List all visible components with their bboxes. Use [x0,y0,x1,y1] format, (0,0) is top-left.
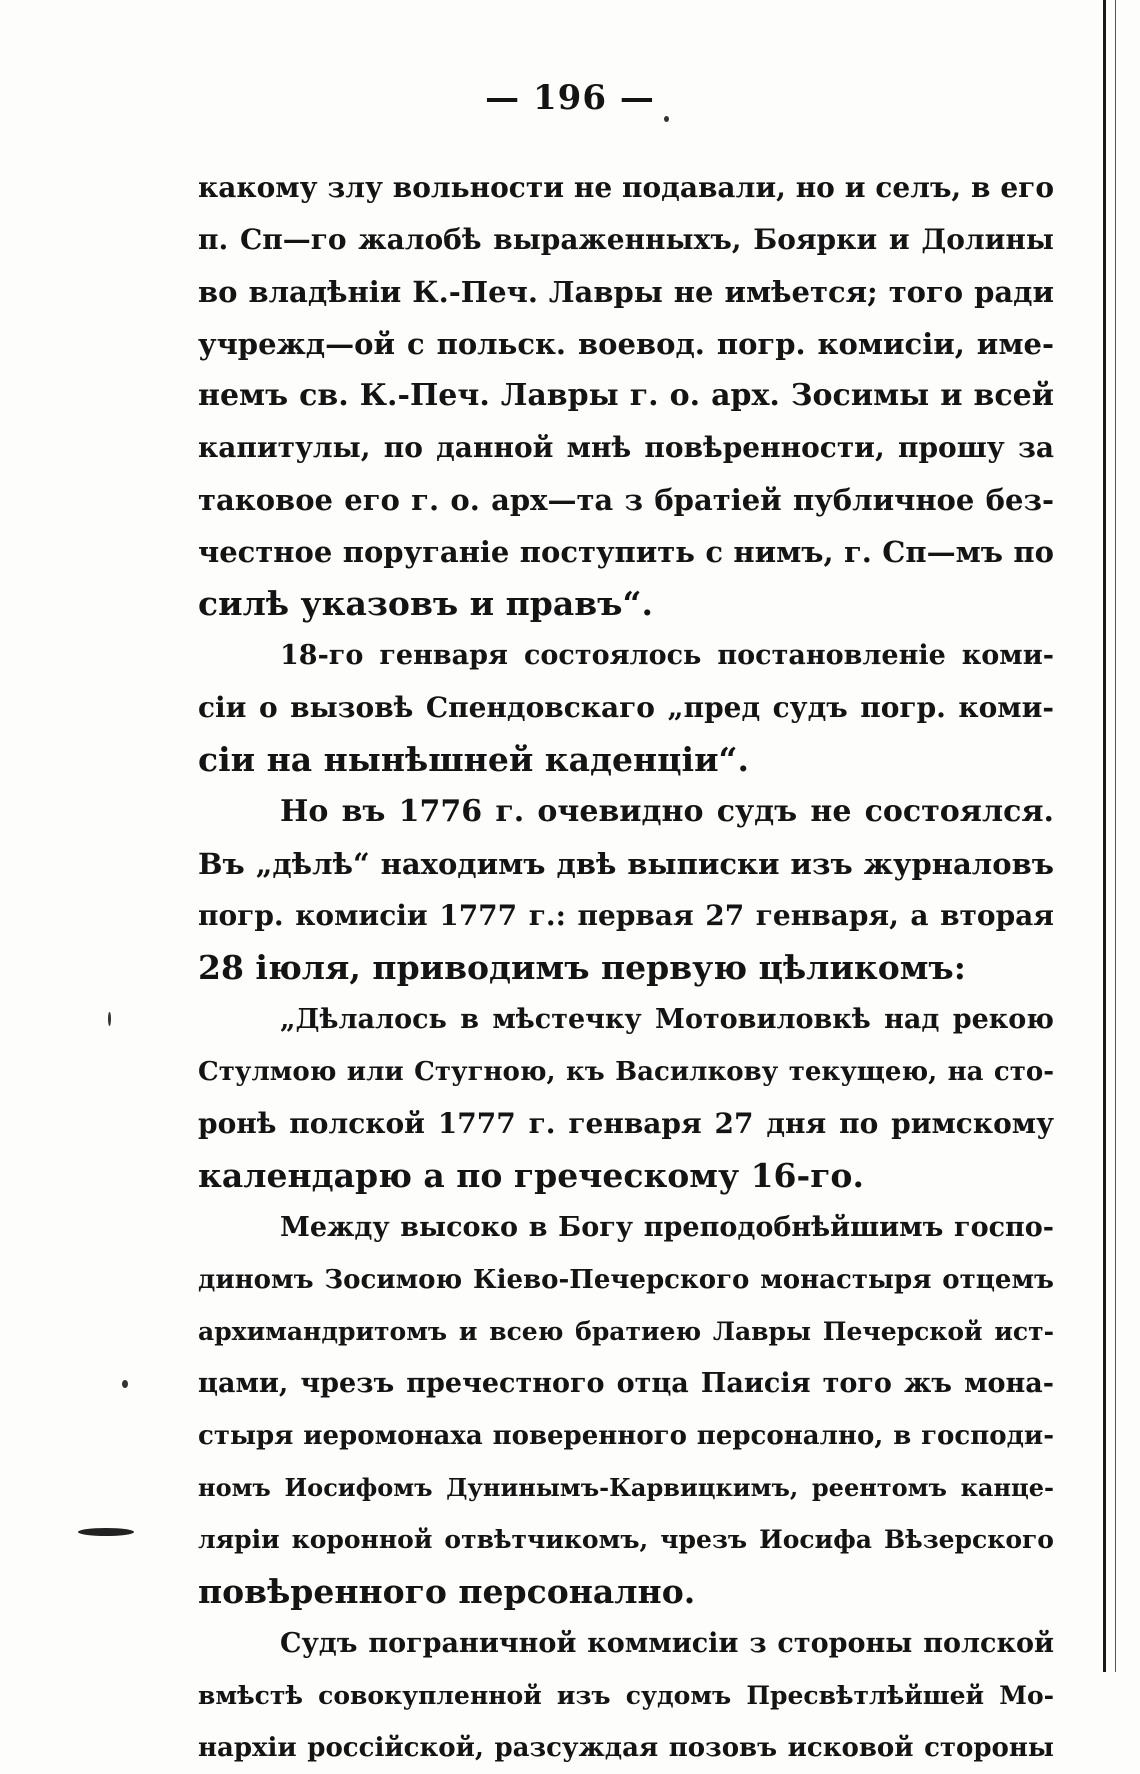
text-line: сіи на нынѣшней каденціи“. [198,740,750,779]
text-line: стыря иеромонаха поверенного персонално, в господи- [198,1421,1054,1451]
text-line: ляріи коронной отвѣтчикомъ, чрезъ Иосифа Вѣзерского [198,1525,1054,1554]
text-line: 28 іюля, приводимъ первую цѣликомъ: [198,948,966,987]
text-line: Въ „дѣлѣ“ находимъ двѣ выписки изъ журналовъ [198,847,1054,881]
scan-speck [664,116,669,122]
text-line: архимандритомъ и всею братиею Лавры Печерской ист- [198,1317,1054,1346]
text-line: какому злу вольности не подавали, но и селъ, в его [198,171,1054,204]
page-number: — 196 — [485,78,655,118]
text-line: п. Сп—го жалобѣ выраженныхъ, Боярки и Долины [198,223,1054,256]
text-line: номъ Иосифомъ Дунинымъ-Карвицкимъ, реентомъ канце- [198,1473,1054,1502]
text-line: таковое его г. о. арх—та з братіей публичное без- [198,483,1054,517]
text-line: немъ св. К.-Печ. Лавры г. о. арх. Зосимы и всей [198,378,1054,413]
scan-speck [108,1012,111,1026]
text-line: силѣ указовъ и правъ“. [198,584,653,623]
text-line: 18-го генваря состоялось постановленіе коми- [280,640,1054,671]
text-line: Стулмою или Стугною, къ Василкову текущею, на сто- [198,1057,1054,1087]
text-line: календарю а по греческому 16-го. [198,1156,864,1195]
text-line: капитулы, по данной мнѣ повѣренности, прошу за [198,431,1054,464]
text-line: сіи о вызовѣ Спендовскаго „пред судъ погр. коми- [198,691,1054,724]
scan-artifact-mark [78,1528,134,1536]
text-line: ронѣ полской 1777 г. генваря 27 дня по римскому [198,1107,1054,1140]
text-line: нархіи россійской, разсуждая позовъ исковой стороны [198,1733,1054,1763]
text-line: „Дѣлалось в мѣстечку Мотовиловкѣ над рекою [280,1004,1054,1035]
text-line: Но въ 1776 г. очевидно судъ не состоялся. [280,794,1054,829]
page-edge-line [1103,0,1106,1672]
scan-speck [122,1380,128,1388]
text-line: повѣренного персонално. [198,1572,696,1611]
text-line: погр. комисіи 1777 г.: первая 27 генваря, а вторая [198,899,1054,932]
text-line: цами, чрезъ пречестного отца Паисія того жъ мона- [198,1368,1054,1399]
text-line: вмѣстѣ совокупленной изъ судомъ Пресвѣтлѣйшей Мо- [198,1681,1054,1710]
body-text [198,162,1054,1774]
text-line: учрежд—ой с польск. воевод. погр. комисіи, име- [198,327,1054,361]
text-line: честное поруганіе поступить с нимъ, г. Сп—мъ по [198,535,1054,569]
text-line: Судъ пограничной коммисіи з стороны полской [280,1628,1054,1659]
text-line: во владѣніи К.-Печ. Лавры не имѣется; того ради [198,275,1054,309]
page-edge-line-secondary [1115,0,1116,1672]
text-line: Между высоко в Богу преподобнѣйшимъ госпо- [280,1212,1054,1243]
text-line: диномъ Зосимою Кіево-Печерского монастыря отцемъ [198,1265,1054,1295]
